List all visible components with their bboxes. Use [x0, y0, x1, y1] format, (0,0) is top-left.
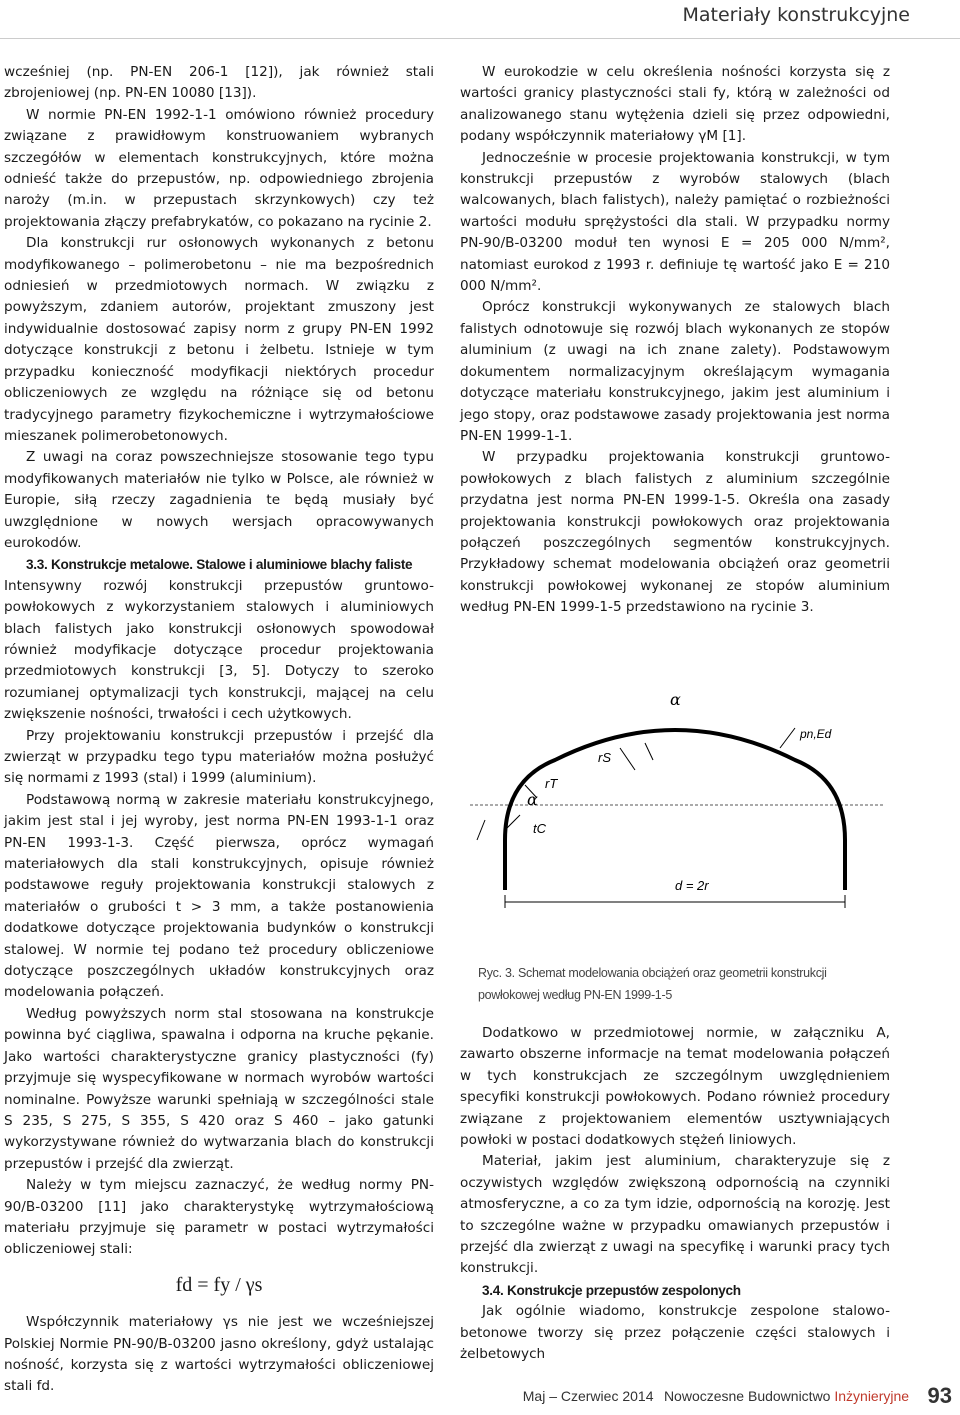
left-wall-marker — [477, 820, 485, 840]
left-column — [4, 62, 434, 1398]
label-tc: tC — [533, 821, 546, 836]
section-heading: 3.3. Konstrukcje metalowe. Stalowe i aluminiowe blachy faliste — [26, 557, 413, 573]
footer-journal-prefix: Nowoczesne Budownictwo — [663, 1388, 835, 1404]
footer-journal — [664, 1388, 909, 1404]
paragraph: Podstawową normą w zakresie materiału konstrukcyjnego, jakim jest stal i jej wyroby, jest norma PN-EN 1993-1-1 oraz PN-EN 1993-1-3. Część pierwsza, oprócz wymagań materiałowych dla stali konstrukcyjnych, opisuje również podstawowe reguły projektowania konstrukcji stalowych z materiałów o grubości t > 3 mm, a także postanowienia dodatkowe dotyczące projektowania budynków o konstrukcji stalowej. W normie tej podano też procedury obliczeniowe dotyczące poszczególnych układów konstrukcyjnych oraz modelowania połączeń. — [4, 791, 434, 1001]
footer-journal-highlight: Inżynieryjne — [834, 1388, 910, 1404]
running-header: Materiały konstrukcyjne — [682, 4, 910, 26]
paragraph: W przypadku projektowania konstrukcji gruntowo-powłokowych z blach falistych z aluminium szczególnie przydatna jest norma PN-EN 1999-1-5. Określa ona zasady projektowania konstrukcji powłokowych oraz projektowania połączeń poszczególnych segmentów konstrukcyjnych. Przykładowy schemat modelowania obciążeń oraz geometrii konstrukcji powłokowej wykonanej ze stopów aluminium według PN-EN 1999-1-5 przedstawiono na rycinie 3. — [460, 449, 890, 616]
section-heading: 3.4. Konstrukcje przepustów zespolonych — [482, 1282, 741, 1298]
label-rt: rT — [545, 776, 558, 791]
label-alpha-top: α — [670, 690, 681, 709]
radius-line — [620, 748, 635, 770]
label-rs: rS — [598, 750, 611, 765]
radius-line — [645, 743, 653, 760]
right-column — [460, 62, 890, 619]
figure-caption: Ryc. 3. Schemat modelowania obciążeń oraz geometrii konstrukcji powłokowej według PN-EN 1999-1-5 — [478, 966, 827, 1002]
label-alpha-side: α — [527, 790, 538, 809]
paragraph: Dodatkowo w przedmiotowej normie, w załączniku A, zawarto obszerne informacje na temat modelowania połączeń w tych konstrukcjach ze szczególnym uwzględnieniem specyfiki konstrukcji powłokowych. Podano również procedury związane z projektowaniem elementów usztywniających powłoki w postaci dodatkowych stężeń liniowych. — [460, 1025, 890, 1149]
paragraph: Według powyższych norm stal stosowana na konstrukcje powinna być ciągliwa, spawalna i odporna na kruche pękanie. Jako wartości charakterystyczne granicy plastyczności (fy) przyjmuje się wyspecyfikowane w normach wyrobów wartości nominalne. Powyższe warunki spełniają w szczególności stale S 235, S 275, S 355, S 420 oraz S 460 – jako gatunki wykorzystywane również do wytwarzania blach do konstrukcji przepustów i przejść dla zwierząt. — [4, 1005, 434, 1172]
paragraph: Współczynnik materiałowy γs nie jest we wcześniejszej Polskiej Normie PN-90/B-03200 jasno określony, gdyż ustalając nośność, korzysta się z wartości wytrzymałości obliczeniowej stali fd. — [4, 1314, 434, 1395]
shell-arch — [505, 730, 845, 890]
formula: fd = fy / γs — [175, 1273, 263, 1296]
paragraph: Materiał, jakim jest aluminium, charakteryzuje się z oczywistych względów zwiększoną odpornością na czynniki atmosferyczne, a co za tym idzie, odpornością na korozję. Jest to szczególne ważne w przypadku omawianych przepustów i przejść dla zwierząt z uwagi na specyfikę i warunki pracy tych konstrukcji. — [460, 1153, 890, 1277]
paragraph: Należy w tym miejscu zaznaczyć, że według normy PN-90/B-03200 [11] jako charakterystykę wytrzymałościową materiału przyjmuje się parametr w postaci wytrzymałości obliczeniowej stali: — [4, 1177, 434, 1258]
paragraph: wcześniej (np. PN-EN 206-1 [12]), jak również stali zbrojeniowej (np. PN-EN 10080 [13]). — [4, 64, 434, 102]
footer-issue: Maj – Czerwiec 2014 — [522, 1388, 654, 1404]
label-load: pn,Ed — [800, 727, 832, 741]
load-arrow — [780, 728, 795, 748]
paragraph: Przy projektowaniu konstrukcji przepustów i przejść dla zwierząt w przypadku tego typu materiałów można posłużyć się normami z 1993 (stal) i 1999 (aluminium). — [4, 727, 434, 787]
header-rule — [0, 38, 960, 39]
right-column-lower — [460, 1023, 890, 1366]
page-number: 93 — [927, 1383, 952, 1408]
page-footer — [523, 1383, 952, 1409]
paragraph: W normie PN-EN 1992-1-1 omówiono również procedury związane z prawidłowym konstruowaniem wybranych szczegółów w elementach konstrukcyjnych, które można odnieść także do przepustów, np. odpowiedniego zbrojenia naroży (m.in. w przepustach skrzynkowych) czy też projektowania złączy prefabrykatów, co pokazano na rycinie 2. — [4, 106, 434, 230]
figure-shell-geometry — [465, 650, 890, 920]
paragraph: Jak ogólnie wiadomo, konstrukcje zespolone stalowo-betonowe tworzy się przez połączenie części stalowych i żelbetowych — [460, 1303, 890, 1363]
paragraph: Jednocześnie w procesie projektowania konstrukcji, w tym konstrukcji przepustów z wyrobów stalowych (blach walcowanych, blach falistych), należy pamiętać o rozbieżności wartości modułu sprężystości dla stali. W przypadku normy PN-90/B-03200 moduł ten wynosi E = 205 000 N/mm², natomiast eurokod z 1993 r. definiuje tę wartość jako E = 210 000 N/mm². — [460, 149, 890, 295]
paragraph: W eurokodzie w celu określenia nośności korzysta się z wartości granicy plastyczności stali fy, którą w zależności od analizowanego stanu wytężenia dzieli się przez odpowiedni, podany współczynnik materiałowy γM [1]. — [460, 64, 890, 145]
paragraph: Intensywny rozwój konstrukcji przepustów gruntowo-powłokowych z wykorzystaniem stalowych i aluminiowych blach falistych jako konstrukcji osłonowych spowodował również modyfikacje dotyczące procedur projektowania przedmiotowych konstrukcji [3, 5]. Dotyczy to szeroko rozumianej optymalizacji tych konstrukcji, mającej na celu zwiększenie nośności, trwałości i cech użytkowych. — [4, 577, 434, 723]
paragraph: Dla konstrukcji rur osłonowych wykonanych z betonu modyfikowanego – polimerobetonu – nie ma bezpośrednich odniesień w przedmiotowych normach. W związku z powyższym, zdaniem autorów, projektant zmuszony jest indywidualnie dostosować zapisy norm z grupy PN-EN 1992 dotyczące konstrukcji z betonu i żelbetu. Istnieje w tym przypadku konieczność modyfikacji niektórych procedur obliczeniowych ze względu na różniące się od betonu tradycyjnego parametry fizykochemiczne i wytrzymałościowe mieszanek polimerobetonowych. — [4, 235, 434, 444]
paragraph: Z uwagi na coraz powszechniejsze stosowanie tego typu modyfikowanych materiałów nie tylko w Polsce, ale również w Europie, siłą rzeczy zagadnienia te będą musiały być uwzględnione w nowych wersjach opracowywanych eurokodów. — [4, 449, 434, 551]
label-span: d = 2r — [675, 878, 709, 893]
paragraph: Oprócz konstrukcji wykonywanych ze stalowych blach falistych odnotowuje się rozwój blach wykonanych ze stopów aluminium (z uwagi na ich znane zalety). Podstawowym dokumentem normalizacyjnym określającym wymagania dotyczące materiału konstrukcyjnego, jakim jest aluminium i jego stopy, oraz podstawowe zasady projektowania jest norma PN-EN 1999-1-1. — [460, 299, 890, 444]
